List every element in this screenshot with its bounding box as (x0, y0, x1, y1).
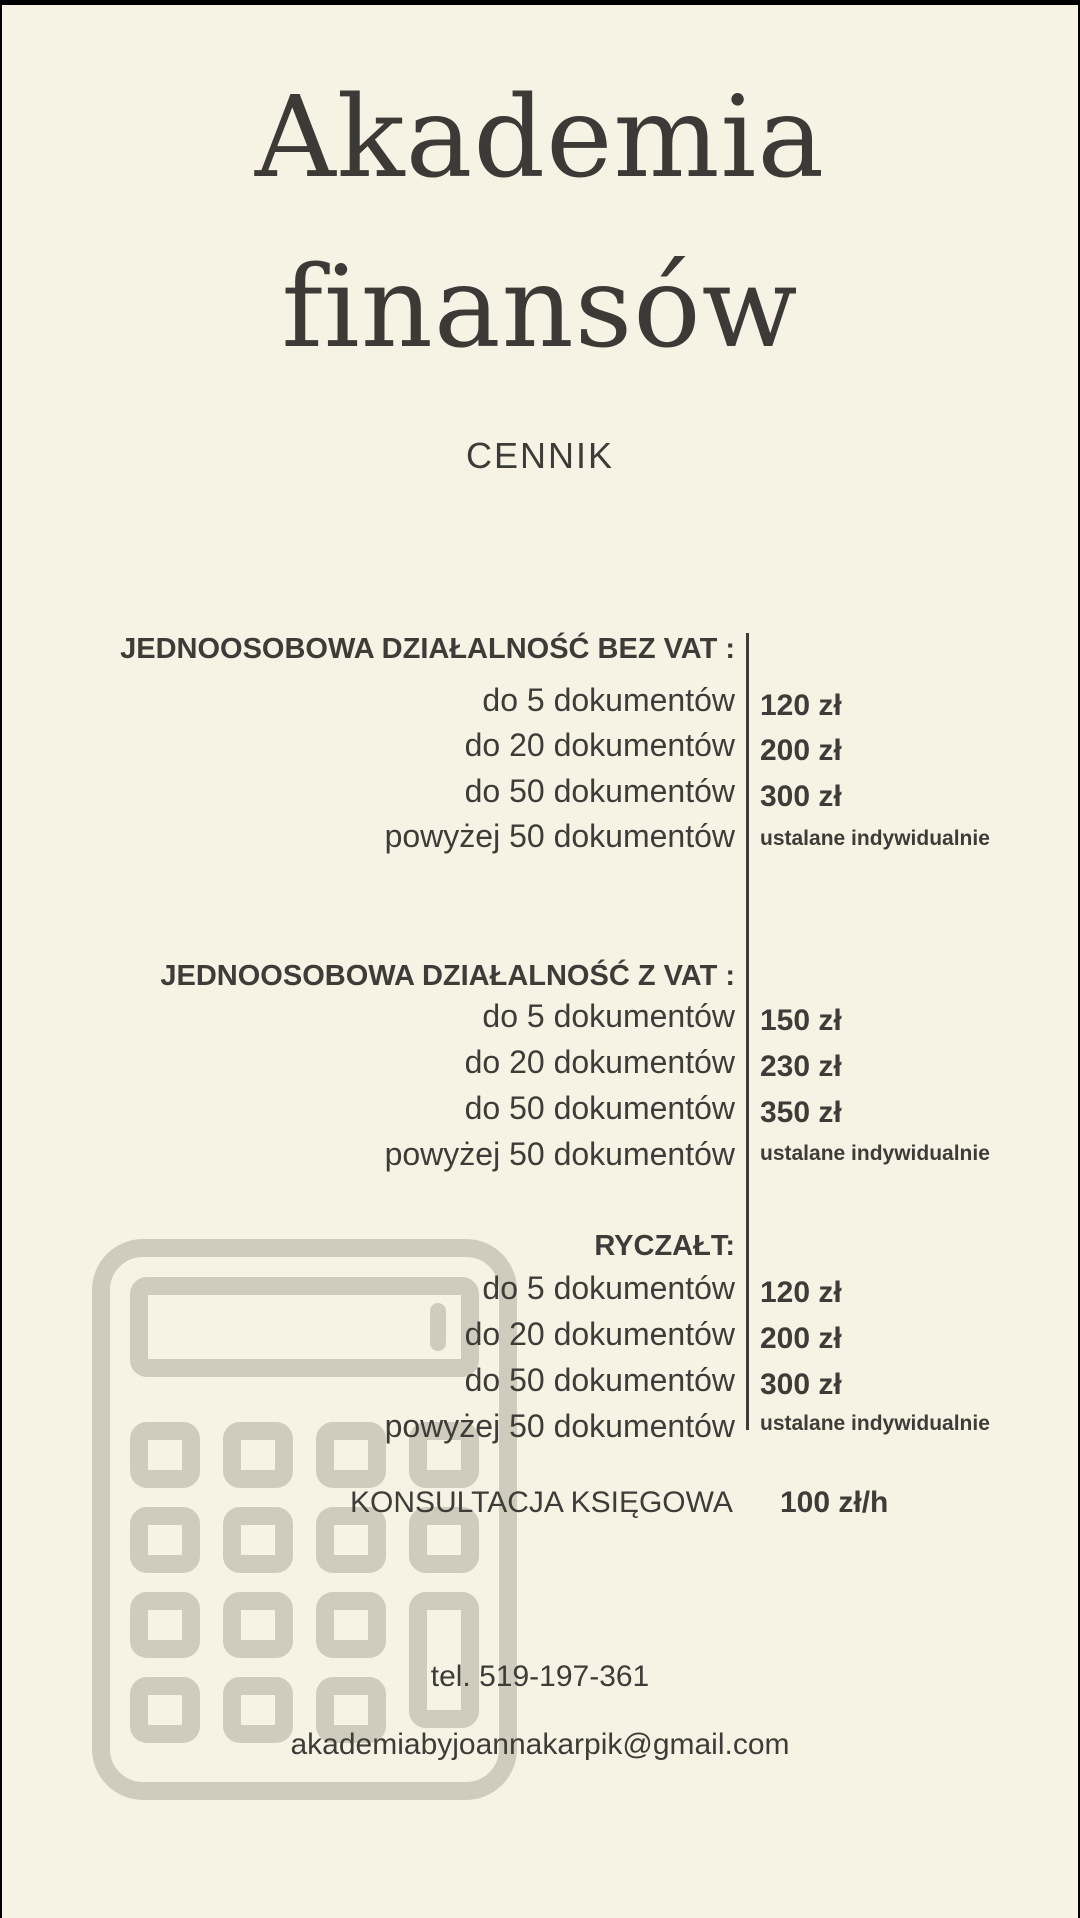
consultation-price: 100 zł/h (780, 1486, 889, 1519)
contact-phone[interactable]: tel. 519-197-361 (430, 1660, 650, 1693)
contact-email[interactable]: akademiabyjoannakarpik@gmail.com (290, 1728, 790, 1761)
row-price: ustalane indywidualnie (760, 827, 990, 850)
price-list-page (2, 5, 1078, 1918)
row-price: 300 zł (760, 780, 842, 813)
section-heading: RYCZAŁT: (594, 1230, 735, 1262)
row-price: 150 zł (760, 1004, 842, 1037)
row-label: do 50 dokumentów (464, 1362, 735, 1398)
column-divider (746, 633, 749, 1430)
row-label: do 5 dokumentów (482, 998, 735, 1034)
row-price: ustalane indywidualnie (760, 1142, 990, 1165)
row-price: 120 zł (760, 689, 842, 722)
title-line-2: finansów (281, 243, 799, 373)
page-subtitle: CENNIK (465, 435, 615, 476)
row-price: 300 zł (760, 1368, 842, 1401)
row-label: do 50 dokumentów (464, 1090, 735, 1126)
row-label: powyżej 50 dokumentów (384, 1136, 735, 1172)
row-price: 200 zł (760, 734, 842, 767)
row-price: 200 zł (760, 1322, 842, 1355)
row-price: 120 zł (760, 1276, 842, 1309)
row-label: do 5 dokumentów (482, 1270, 735, 1306)
row-label: do 20 dokumentów (464, 1044, 735, 1080)
section-heading: JEDNOOSOBOWA DZIAŁALNOŚĆ BEZ VAT : (120, 633, 735, 665)
row-label: powyżej 50 dokumentów (384, 1408, 735, 1444)
row-label: do 20 dokumentów (464, 727, 735, 763)
section-heading: JEDNOOSOBOWA DZIAŁALNOŚĆ Z VAT : (160, 960, 735, 992)
title-line-1: Akademia (254, 73, 826, 203)
row-price: ustalane indywidualnie (760, 1412, 990, 1435)
row-label: do 5 dokumentów (482, 682, 735, 718)
row-label: powyżej 50 dokumentów (384, 818, 735, 854)
row-price: 350 zł (760, 1096, 842, 1129)
row-label: do 20 dokumentów (464, 1316, 735, 1352)
consultation-label: KONSULTACJA KSIĘGOWA (350, 1486, 733, 1519)
row-price: 230 zł (760, 1050, 842, 1083)
row-label: do 50 dokumentów (464, 773, 735, 809)
